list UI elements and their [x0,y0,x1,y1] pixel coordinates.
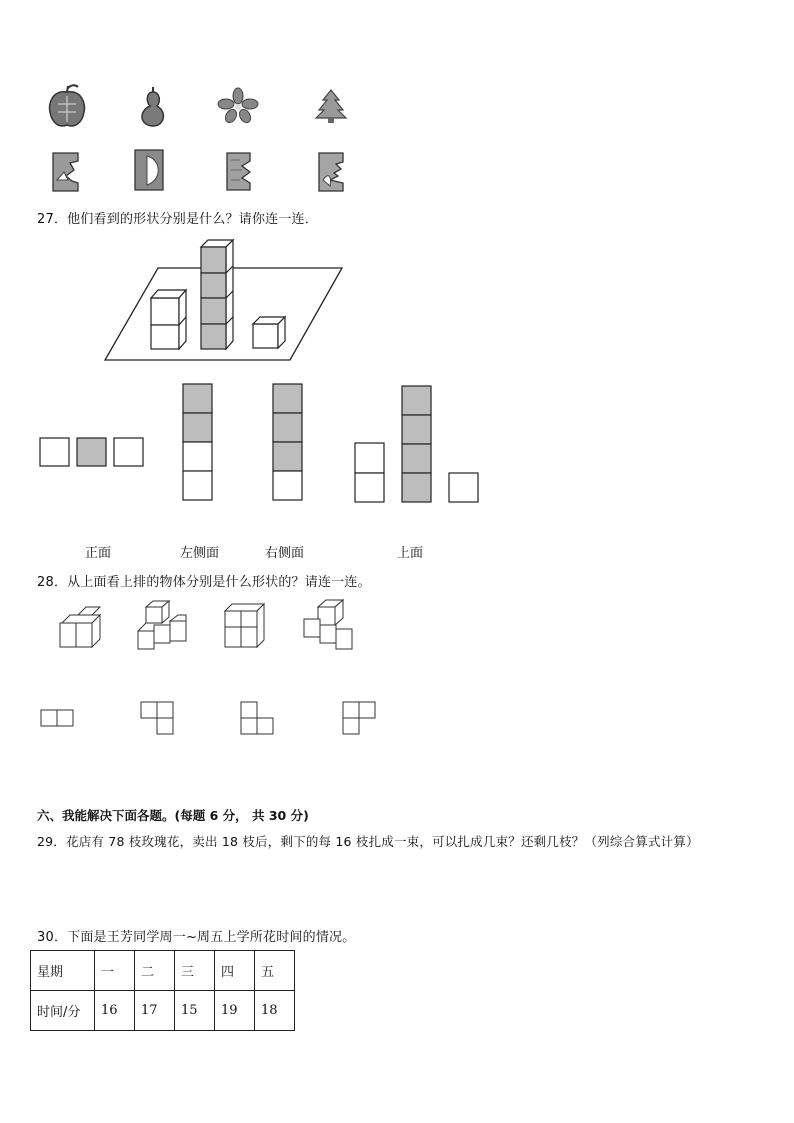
table-header-cell: 二 [135,951,175,991]
label-front-view: 正面 [85,546,112,561]
solid-2[interactable] [138,601,186,649]
label-left-view: 左侧面 [180,546,220,561]
view-option-1[interactable] [40,438,143,466]
table-row [31,991,295,1031]
question-27-text: 他们看到的形状分别是什么？请你连一连． [67,212,318,227]
table-header-cell: 星期 [31,951,95,991]
table-row [31,951,295,991]
cutout-shape-4 [319,153,343,191]
table-cell: 时间/分 [31,991,95,1031]
q28-figures [0,595,794,755]
tall-cube-stack [201,240,233,349]
table-header-cell: 五 [255,951,295,991]
table-cell: 16 [95,991,135,1031]
section-6-title: 六、我能解决下面各题。(每题 6 分， 共 30 分) [37,808,309,823]
top-view-option-3[interactable] [241,702,273,734]
solid-1[interactable] [60,607,100,647]
silhouette-row [0,0,794,200]
question-28 [37,571,371,590]
tree-icon [316,90,346,123]
cutout-shape-1 [53,153,78,191]
commute-time-table [30,950,295,1031]
question-28-text: 从上面看上排的物体分别是什么形状的？请连一连。 [67,575,371,590]
question-28-number: 28． [37,575,68,590]
question-29 [37,832,699,850]
cutout-shape-3 [227,153,250,190]
solid-4[interactable] [304,600,352,649]
solid-3[interactable] [225,604,264,647]
apple-icon [50,85,85,126]
q27-cube-scene [0,230,794,590]
view-option-4[interactable] [355,386,478,502]
cutout-shape-2 [135,150,163,190]
top-view-option-2[interactable] [141,702,173,734]
table-header-cell: 一 [95,951,135,991]
table-cell: 19 [215,991,255,1031]
question-29-text: 花店有 78 枝玫瑰花，卖出 18 枝后，剩下的每 16 枝扎成一束，可以扎成几束？还剩几枝？（列综合算式计算） [66,834,699,849]
label-top-view: 上面 [397,546,424,561]
right-single-cube [253,317,285,348]
left-cube-stack [151,290,186,349]
table-cell: 18 [255,991,295,1031]
question-30-text: 下面是王芳同学周一~周五上学所花时间的情况。 [67,930,356,945]
question-30 [37,926,355,945]
view-option-2[interactable] [183,384,212,500]
question-29-number: 29． [37,834,67,849]
question-27-number: 27． [37,212,68,227]
question-27 [37,208,318,227]
question-30-number: 30． [37,930,68,945]
table-header-cell: 三 [175,951,215,991]
view-option-3[interactable] [273,384,302,500]
flower-icon [218,88,258,125]
table-cell: 15 [175,991,215,1031]
gourd-icon [142,87,163,126]
top-view-option-4[interactable] [343,702,375,734]
table-cell: 17 [135,991,175,1031]
label-right-view: 右侧面 [265,546,305,561]
top-view-option-1[interactable] [41,710,73,726]
table-header-cell: 四 [215,951,255,991]
